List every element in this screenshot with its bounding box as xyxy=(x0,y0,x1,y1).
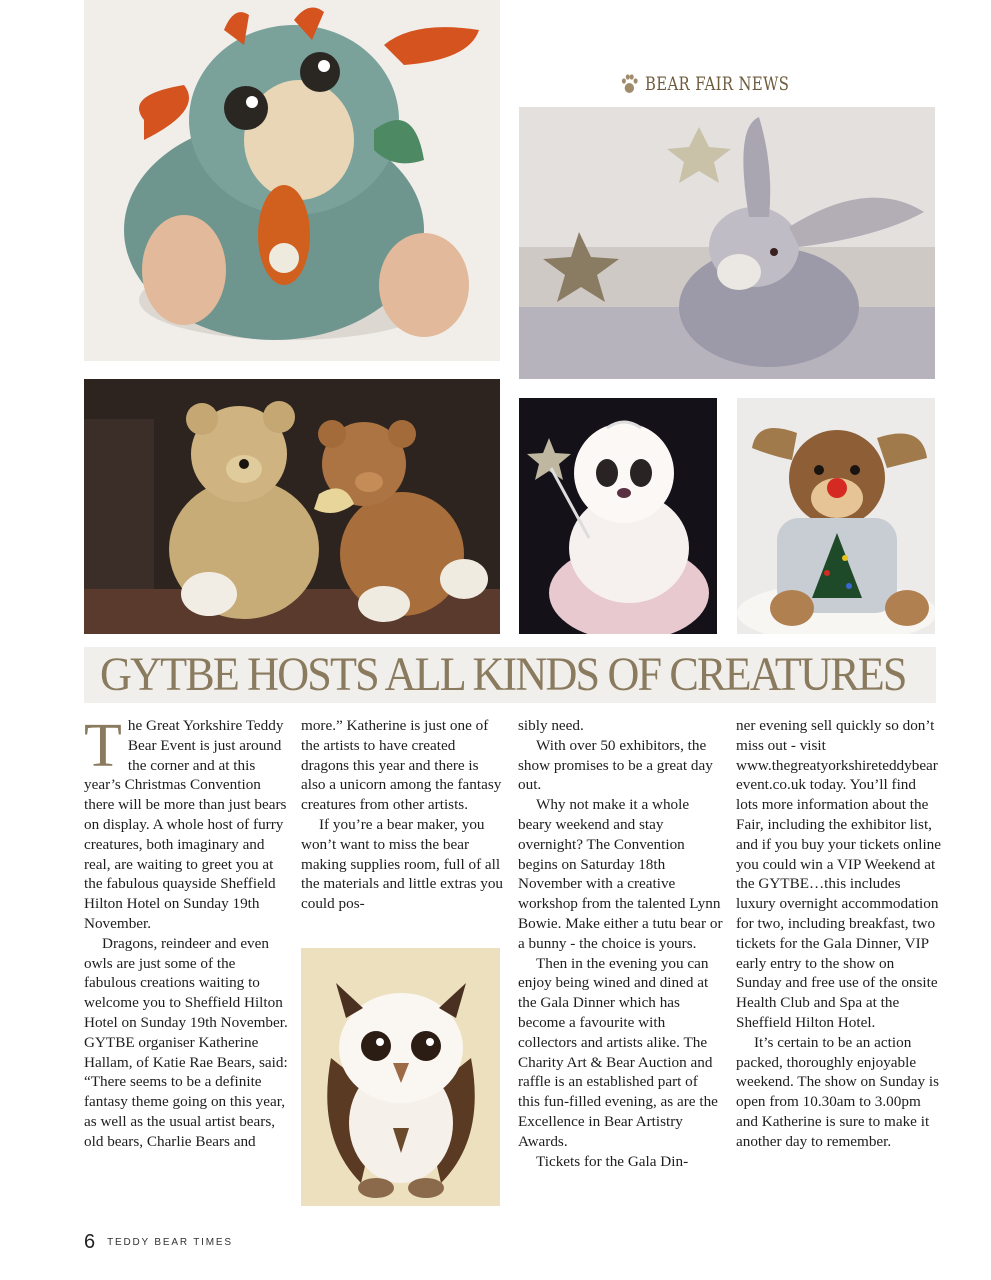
paragraph: sibly need. xyxy=(518,717,584,734)
paragraph: Tickets for the Gala Din- xyxy=(536,1152,689,1170)
paragraph: more.” Katherine is just one of the artists to have created dragons this year and there is also a unicorn among the fantasy creatures from other artists. xyxy=(301,717,502,814)
paragraph: Dragons, reindeer and even owls are just some of the fabulous creations waiting to welcome you to Sheffield Hilton Hotel on Sunday 19th November. GYTBE organiser Katherine Hallam, of Katie Rae Bears, said: “There seems to be a definite fantasy theme going on this year, as well as the usual artist bears, old bears, Charlie Bears and xyxy=(84,934,288,1150)
paragraph: Then in the evening you can enjoy being wined and dined at the Gala Dinner which has become a favourite with collectors and artists alike. The Charity Art & Bear Auction and raffle is an established part of this fun-filled evening, as are the Excellence in Bear Artistry Awards. xyxy=(518,954,718,1150)
paragraph: If you’re a bear maker, you won’t want to miss the bear making supplies room, full of all the materials and little extras you could pos- xyxy=(301,815,504,913)
paragraph: It’s certain to be an action packed, thoroughly enjoyable weekend. The show on Sunday is open from 10.30am to 3.00pm and Katherine is sure to make it another day to remember. xyxy=(736,1033,940,1150)
page-number: 6 xyxy=(84,1230,96,1253)
paragraph: ner evening sell quickly so don’t miss out - visit www.thegreatyorkshireteddybearevent.co.uk today. You’ll find lots more information about the Fair, including the exhibitor list, and if you buy your tickets online you could win a VIP Weekend at the GYTBE…this includes luxury overnight accommodation for two, including breakfast, two tickets for the Gala Dinner, VIP early entry to the show on Sunday and free use of the onsite Health Club and Spa at the Sheffield Hilton Hotel. xyxy=(736,717,941,1031)
photo-two-bears xyxy=(84,379,500,634)
article-column-1 xyxy=(84,712,289,1152)
magazine-title: TEDDY BEAR TIMES xyxy=(107,1236,233,1248)
section-title: BEAR FAIR NEWS xyxy=(644,73,790,95)
photo-reindeer xyxy=(737,398,935,634)
article-column-3 xyxy=(518,716,723,1171)
paragraph: With over 50 exhibitors, the show promises to be a great day out. xyxy=(518,736,713,794)
drop-cap: T xyxy=(84,712,122,780)
paw-icon xyxy=(620,73,639,95)
section-label xyxy=(620,70,789,98)
photo-bunny xyxy=(519,107,935,379)
article-column-2 xyxy=(301,716,506,914)
photo-owl xyxy=(301,948,500,1206)
paragraph: The Great Yorkshire Teddy Bear Event is just around the corner and at this year’s Christmas Convention there will be more than just bears on display. A whole host of furry creatures, both imaginary and real, are waiting to greet you at the fabulous quayside Sheffield Hilton Hotel on Sunday 19th November. xyxy=(84,712,287,932)
paragraph: Why not make it a whole beary weekend and stay overnight? The Convention begins on Saturday 18th November with a creative workshop from the talented Lynn Bowie. Make either a tutu bear or a bunny - the choice is yours. xyxy=(518,796,723,952)
photo-fairy-bear xyxy=(519,398,717,634)
article-column-4 xyxy=(736,716,941,1152)
headline: GYTBE HOSTS ALL KINDS OF CREATURES xyxy=(100,648,906,701)
photo-dragon xyxy=(84,0,500,361)
page-footer xyxy=(84,1230,233,1254)
